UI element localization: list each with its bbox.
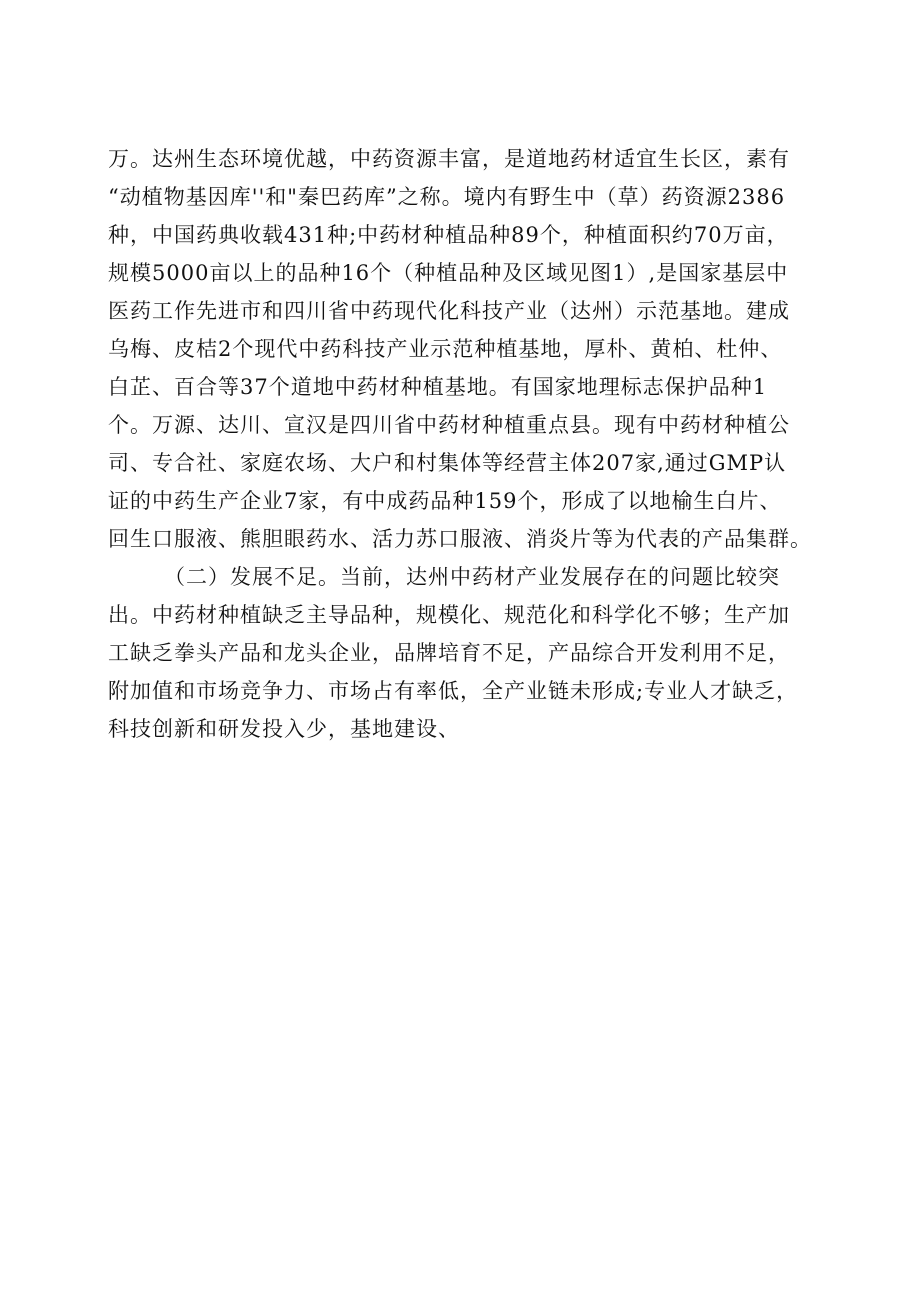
paragraph-line: 乌梅、皮桔2个现代中药科技产业示范种植基地，厚朴、黄柏、杜仲、: [108, 337, 783, 361]
paragraph-line: 工缺乏拳头产品和龙头企业，品牌培育不足，产品综合开发利用不足，: [108, 641, 790, 665]
paragraph-1: [108, 140, 828, 558]
paragraph-line: 附加值和市场竞争力、市场占有率低，全产业链未形成;专业人才缺乏，: [108, 679, 799, 703]
paragraph-line: 回生口服液、熊胆眼药水、活力苏口服液、消炎片等为代表的产品集群。: [108, 527, 812, 551]
paragraph-line: 万。达州生态环境优越，中药资源丰富，是道地药材适宜生长区，素有: [108, 147, 790, 171]
paragraph-line: “动植物基因库''和"秦巴药库”之称。境内有野生中（草）药资源2386: [108, 185, 786, 209]
paragraph-line: 白芷、百合等37个道地中药材种植基地。有国家地理标志保护品种1: [108, 375, 768, 399]
paragraph-line: 司、专合社、家庭农场、大户和村集体等经营主体207家,通过GMP认: [108, 451, 787, 475]
document-body: [108, 140, 828, 748]
paragraph-line: （二）发展不足。当前，达州中药材产业发展存在的问题比较突: [164, 565, 780, 589]
paragraph-line: 种，中国药典收载431种;中药材种植品种89个，种植面积约70万亩，: [108, 223, 789, 247]
paragraph-line: 证的中药生产企业7家，有中成药品种159个，形成了以地榆生白片、: [108, 489, 782, 513]
paragraph-line: 科技创新和研发投入少，基地建设、: [108, 717, 460, 741]
paragraph-line: 出。中药材种植缺乏主导品种，规模化、规范化和科学化不够；生产加: [108, 603, 790, 627]
paragraph-line: 医药工作先进市和四川省中药现代化科技产业（达州）示范基地。建成: [108, 299, 790, 323]
paragraph-line: 个。万源、达川、宣汉是四川省中药材种植重点县。现有中药材种植公: [108, 413, 790, 437]
paragraph-line: 规模5000亩以上的品种16个（种植品种及区域见图1）,是国家基层中: [108, 261, 789, 285]
paragraph-2: [108, 558, 828, 748]
